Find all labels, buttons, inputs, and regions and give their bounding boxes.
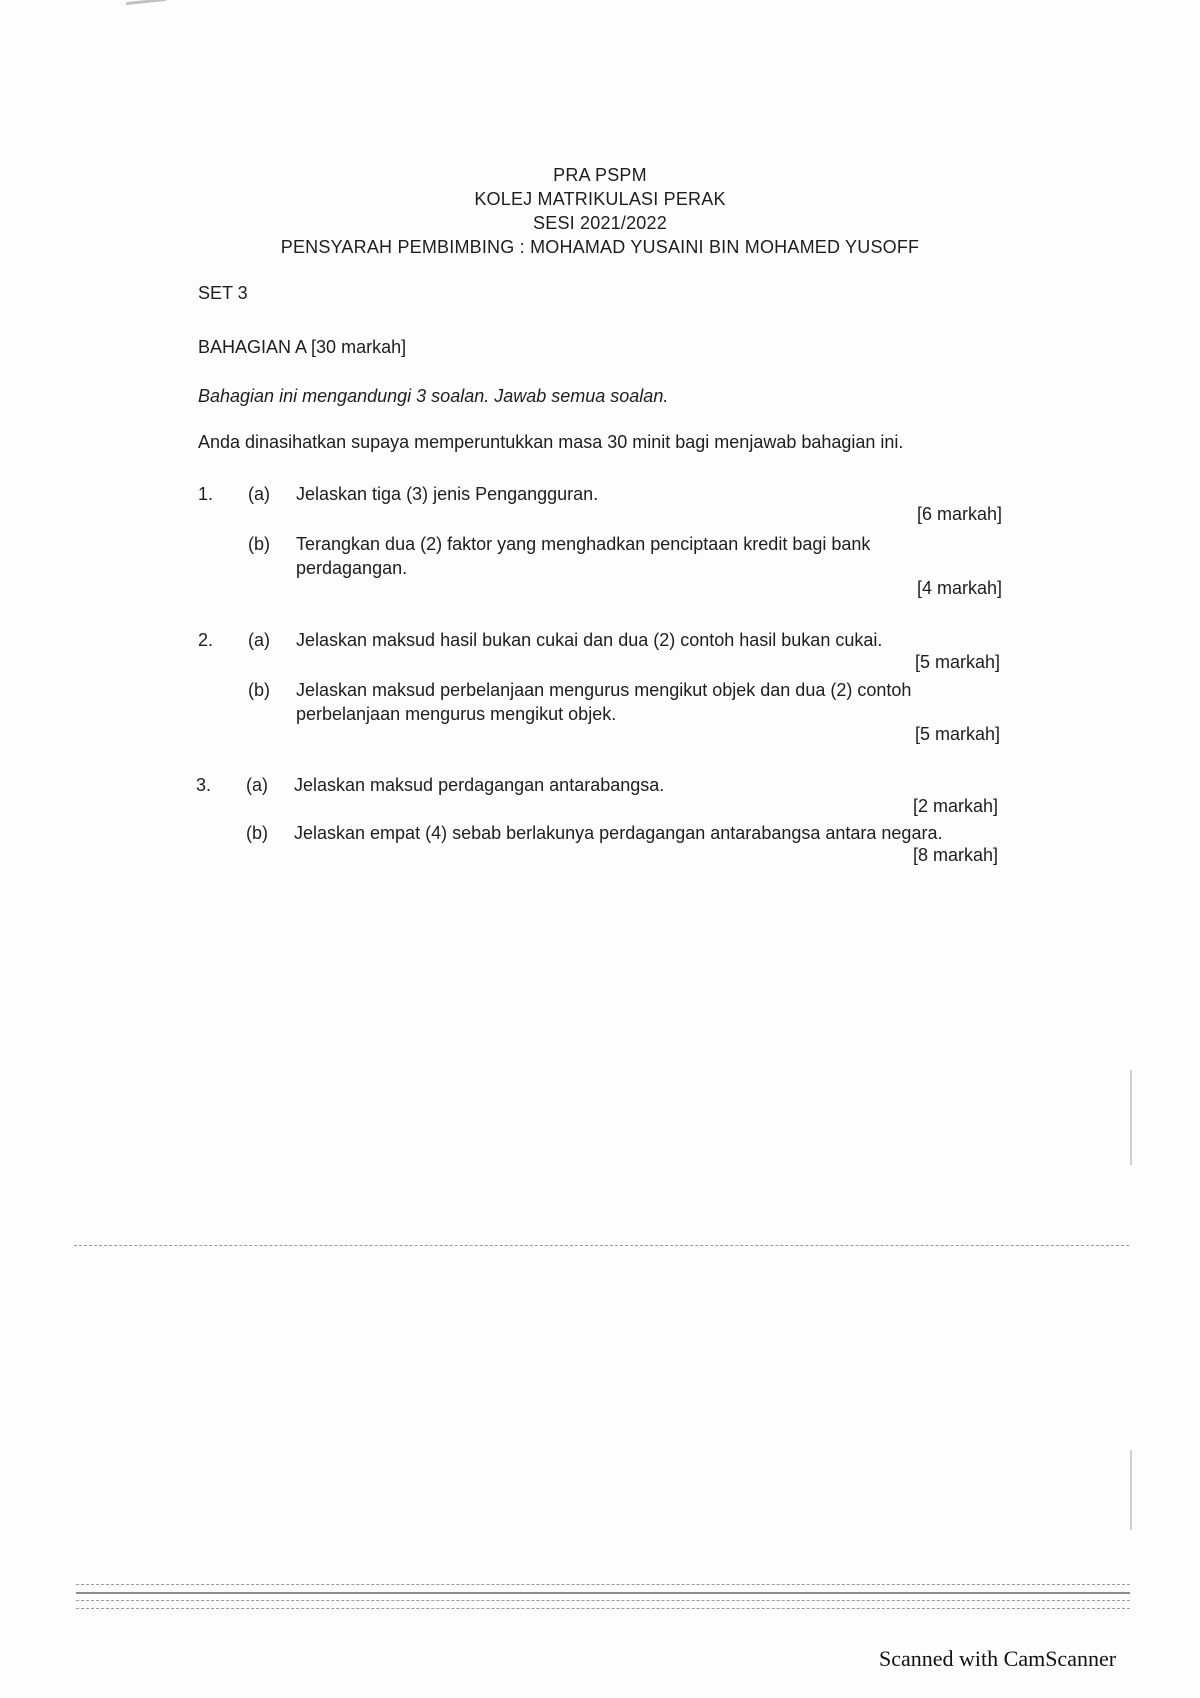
marks-label: [6 markah] xyxy=(916,504,1002,524)
question-text: Jelaskan maksud hasil bukan cukai dan dua (2) contoh hasil bukan cukai. xyxy=(296,630,883,650)
instruction-answer-all: Bahagian ini mengandungi 3 soalan. Jawab semua soalan. xyxy=(198,386,669,406)
header-session: SESI 2021/2022 xyxy=(533,213,667,233)
header-title: PRA PSPM xyxy=(553,165,647,185)
question-part-label: (b) xyxy=(248,534,270,554)
camscanner-watermark: Scanned with CamScanner xyxy=(879,1646,1117,1671)
question-part-label: (a) xyxy=(248,630,270,650)
question-text: perbelanjaan mengurus mengikut objek. xyxy=(296,704,617,724)
question-number: 3. xyxy=(196,775,212,795)
question-text: Jelaskan tiga (3) jenis Pengangguran. xyxy=(296,484,599,504)
marks-label: [2 markah] xyxy=(912,796,998,816)
question-text: perdagangan. xyxy=(296,558,408,578)
scan-artifact xyxy=(126,0,166,5)
header-college: KOLEJ MATRIKULASI PERAK xyxy=(474,189,726,209)
question-text: Jelaskan maksud perdagangan antarabangsa. xyxy=(294,775,665,795)
scan-bottom-line xyxy=(76,1600,1130,1601)
marks-label: [4 markah] xyxy=(916,578,1002,598)
scan-bottom-line xyxy=(76,1592,1130,1594)
marks-label: [8 markah] xyxy=(912,845,998,865)
section-title: BAHAGIAN A [30 markah] xyxy=(198,337,407,357)
question-number: 1. xyxy=(198,484,214,504)
set-label: SET 3 xyxy=(198,283,248,303)
question-text: Jelaskan maksud perbelanjaan mengurus mengikut objek dan dua (2) contoh xyxy=(296,680,912,700)
scan-edge-mark xyxy=(1130,1450,1132,1530)
scan-edge-mark xyxy=(1130,1070,1132,1165)
scan-fold-line xyxy=(74,1245,1129,1246)
question-part-label: (b) xyxy=(246,823,268,843)
question-text: Jelaskan empat (4) sebab berlakunya perdagangan antarabangsa antara negara. xyxy=(294,823,943,843)
header-lecturer: PENSYARAH PEMBIMBING : MOHAMAD YUSAINI BIN MOHAMED YUSOFF xyxy=(280,237,920,257)
marks-label: [5 markah] xyxy=(914,652,1000,672)
instruction-time: Anda dinasihatkan supaya memperuntukkan masa 30 minit bagi menjawab bahagian ini. xyxy=(198,432,904,452)
question-text: Terangkan dua (2) faktor yang menghadkan penciptaan kredit bagi bank xyxy=(296,534,871,554)
question-number: 2. xyxy=(198,630,214,650)
scan-bottom-line xyxy=(76,1608,1130,1609)
question-part-label: (a) xyxy=(248,484,270,504)
question-part-label: (b) xyxy=(248,680,270,700)
marks-label: [5 markah] xyxy=(914,724,1000,744)
question-part-label: (a) xyxy=(246,775,268,795)
scan-bottom-line xyxy=(76,1584,1130,1585)
document-header xyxy=(0,163,1200,259)
